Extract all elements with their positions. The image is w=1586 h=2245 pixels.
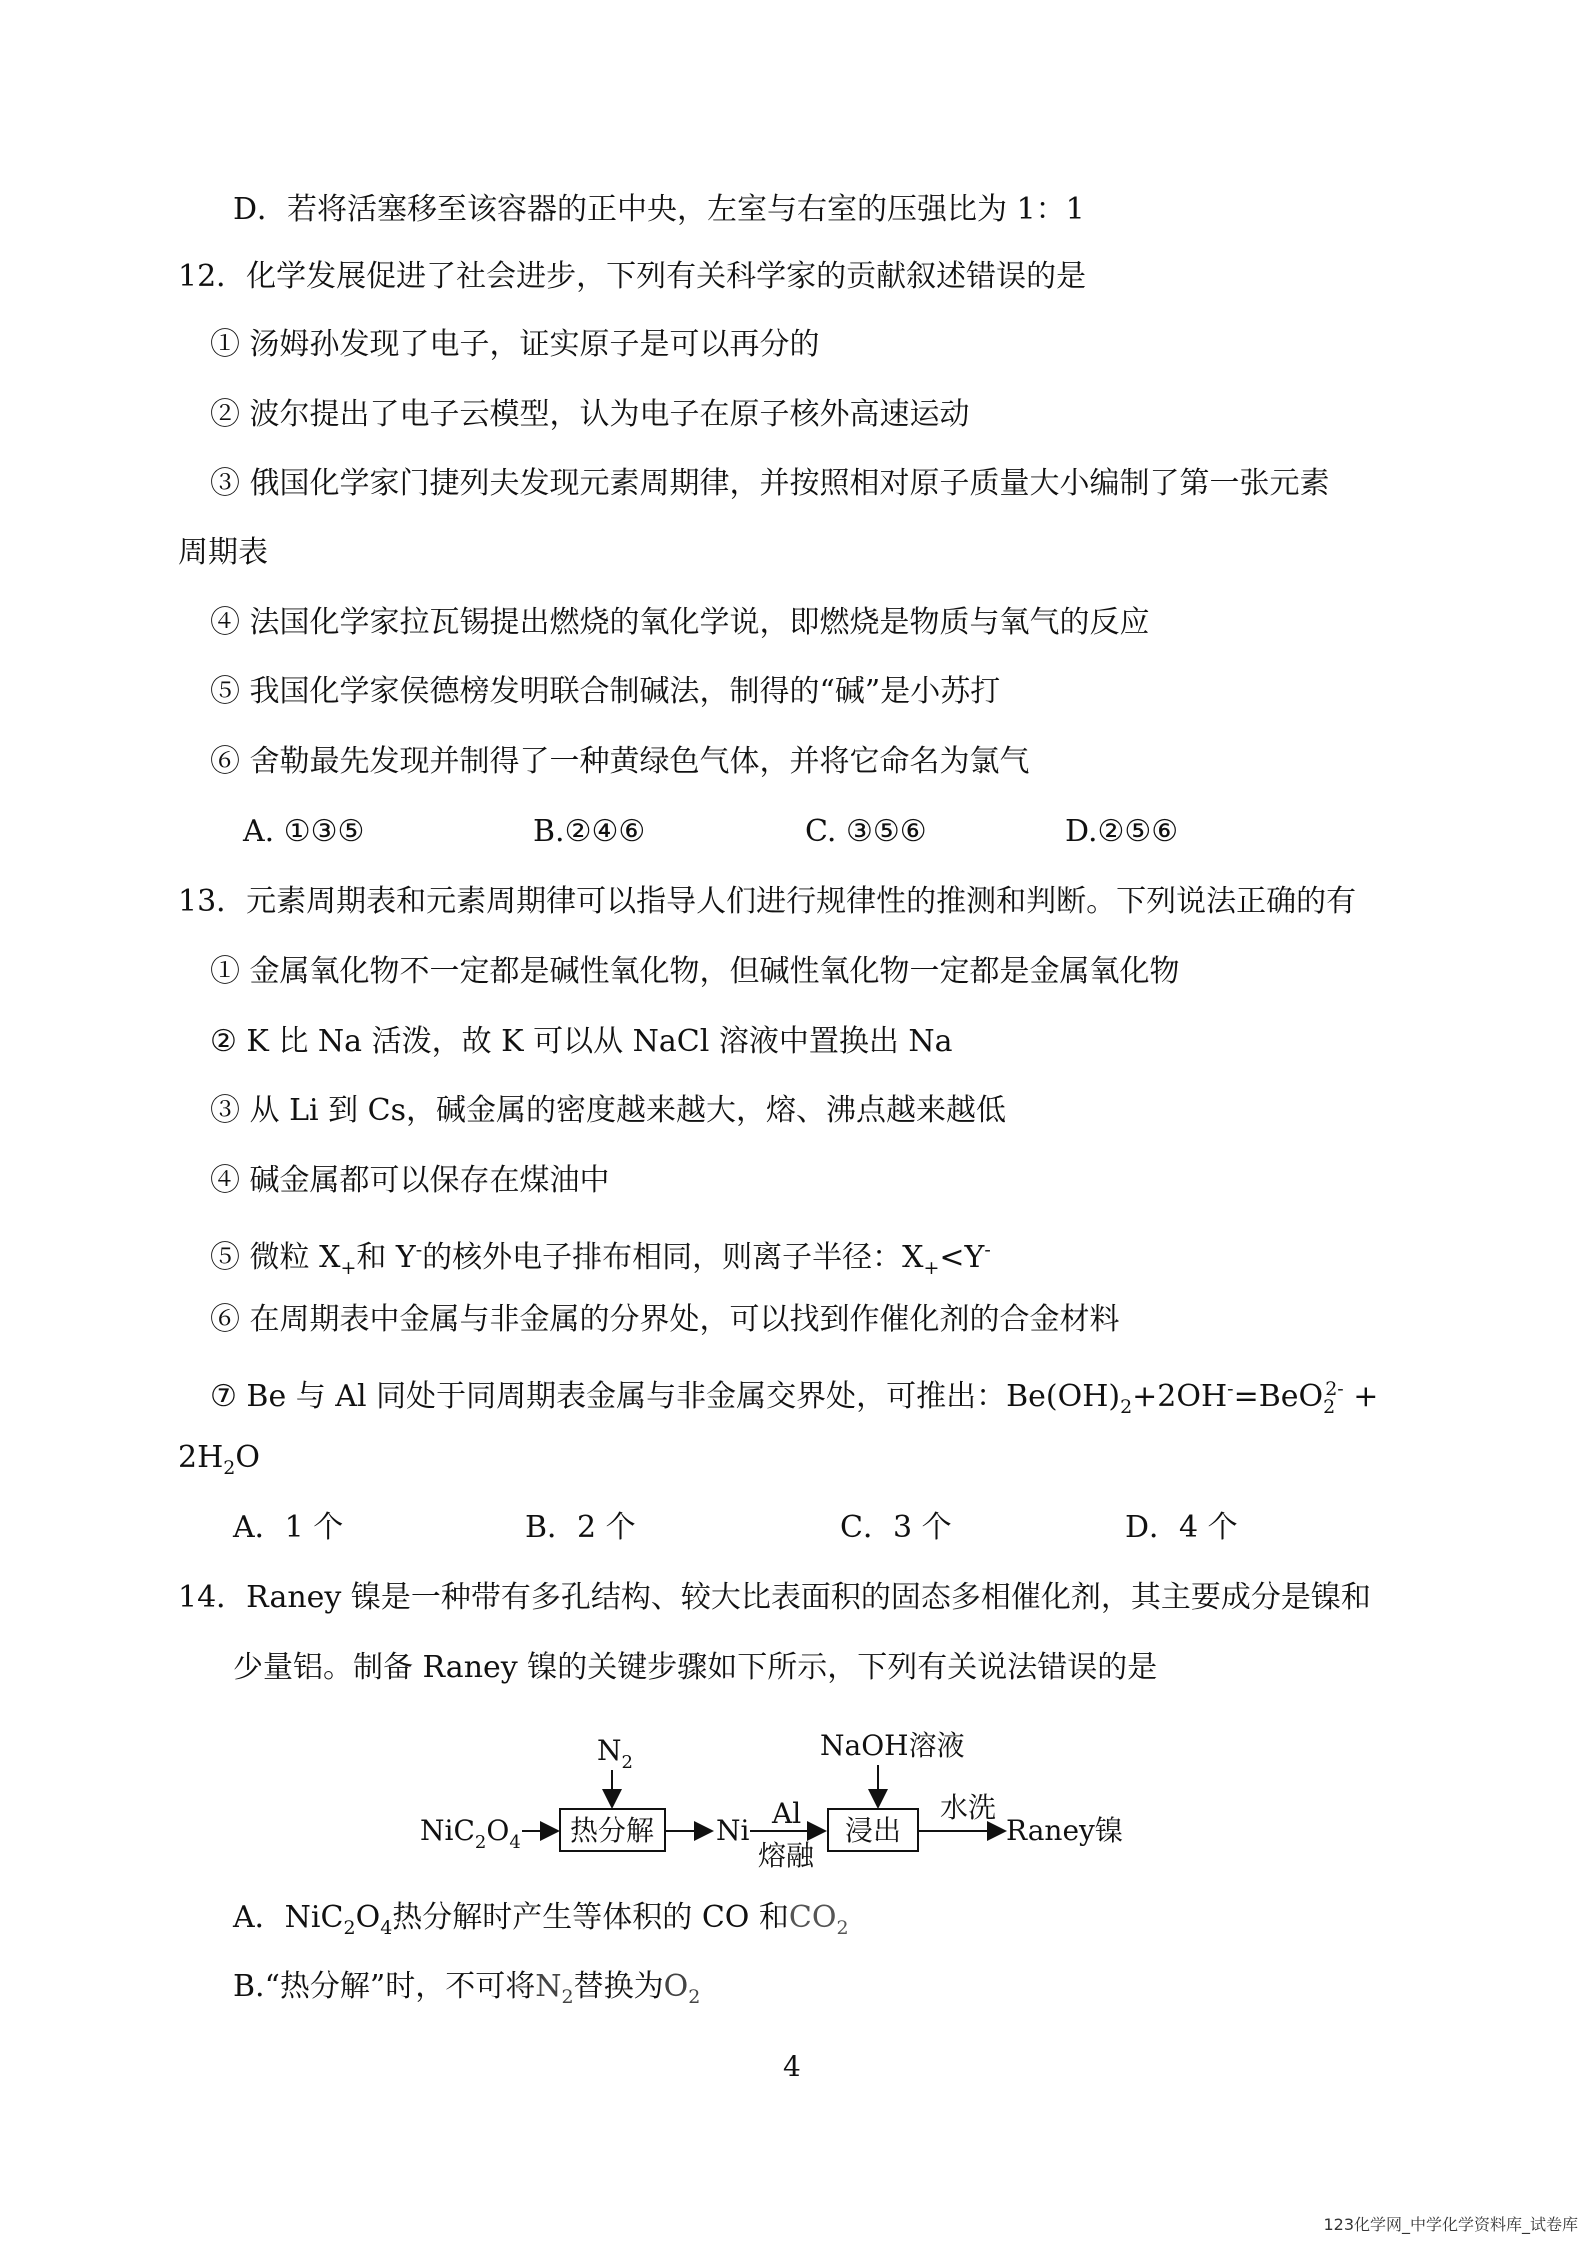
q13-item-3: ③ 从 Li 到 Cs，碱金属的密度越来越大，熔、沸点越来越低 [210, 1093, 1007, 1128]
q13-item-7-d: + [1343, 1379, 1379, 1414]
wash-label: 水洗 [940, 1791, 997, 1824]
q14-option-b[interactable] [233, 1967, 700, 2017]
ni-label: Ni [716, 1814, 750, 1847]
raney-label: Raney镍 [1006, 1814, 1123, 1847]
q13-item-2: ② K 比 Na 活泼，故 K 可以从 NaCl 溶液中置换出 Na [210, 1024, 953, 1059]
q13-option-b[interactable]: B．2 个 [525, 1510, 636, 1545]
q13-item-4: ④ 碱金属都可以保存在煤油中 [210, 1163, 610, 1198]
q11-option-d: D．若将活塞移至该容器的正中央，左室与右室的压强比为 1：1 [233, 192, 1085, 227]
naoh-label: NaOH溶液 [820, 1729, 965, 1762]
melt-label: 熔融 [758, 1839, 815, 1872]
footer-watermark: 123化学网_中学化学资料库_试卷库 [1323, 2215, 1578, 2234]
leach-label: 浸出 [845, 1814, 902, 1847]
q13-item-7-c: =BeO [1233, 1379, 1324, 1414]
q14-option-a-prefix: A． [233, 1900, 285, 1935]
q12-item-2: ② 波尔提出了电子云模型，认为电子在原子核外高速运动 [210, 397, 970, 432]
plus-sign: + [923, 1257, 940, 1279]
q13-option-d[interactable]: D．4 个 [1125, 1510, 1238, 1545]
q13-item-5-c: 的核外电子排布相同，则离子半径：X [422, 1240, 924, 1275]
q13-option-c[interactable]: C．3 个 [840, 1510, 952, 1545]
subscript: 2 [223, 1457, 236, 1479]
q12-item-1: ① 汤姆孙发现了电子，证实原子是可以再分的 [210, 327, 820, 362]
subscript: 2 [1120, 1396, 1133, 1418]
q13-item-5-d: <Y [939, 1240, 985, 1275]
q12-item-3: ③ 俄国化学家门捷列夫发现元素周期律，并按照相对原子质量大小编制了第一张元素 [210, 466, 1330, 501]
q12-stem: 12．化学发展促进了社会进步，下列有关科学家的贡献叙述错误的是 [178, 259, 1087, 294]
superscript: 2- [1325, 1378, 1344, 1400]
q13-option-a[interactable]: A．1 个 [233, 1510, 344, 1545]
n2-label: $N_2$ [597, 1734, 633, 1773]
q12-option-a[interactable]: A. ①③⑤ [243, 814, 365, 849]
thermal-decomp-label: 热分解 [570, 1814, 655, 1847]
nic2o4-formula: $NiC_2O_4$ [284, 1900, 393, 1939]
q12-item-6: ⑥ 舍勒最先发现并制得了一种黄绿色气体，并将它命名为氯气 [210, 744, 1030, 779]
q13-item-6: ⑥ 在周期表中金属与非金属的分界处，可以找到作催化剂的合金材料 [210, 1302, 1120, 1337]
al-label: Al [772, 1797, 802, 1830]
q13-item-5 [210, 1230, 991, 1288]
q12-item-4: ④ 法国化学家拉瓦锡提出燃烧的氧化学说，即燃烧是物质与氧气的反应 [210, 605, 1150, 640]
q13-item-7 [210, 1369, 1378, 1427]
q13-item-7-f: O [235, 1440, 260, 1475]
flow-start-formula: $NiC_2O_4$ [420, 1814, 521, 1853]
q12-item-5: ⑤ 我国化学家侯德榜发明联合制碱法，制得的“碱”是小苏打 [210, 674, 1001, 709]
q14-option-a-text: 热分解时产生等体积的 CO 和 [392, 1900, 789, 1935]
q12-option-d[interactable]: D.②⑤⑥ [1065, 814, 1179, 849]
q13-item-7-cont [178, 1438, 260, 1488]
q13-item-5-a: ⑤ 微粒 X [210, 1240, 341, 1275]
q13-item-5-b: 和 Y [356, 1240, 416, 1275]
minus-sign: - [984, 1239, 991, 1261]
q14-stem-2: 少量铝。制备 Raney 镍的关键步骤如下所示，下列有关说法错误的是 [233, 1650, 1158, 1685]
co2-formula: $CO_2$ [788, 1900, 849, 1939]
q12-item-3-cont: 周期表 [178, 535, 268, 570]
q14-stem-1: 14．Raney 镍是一种带有多孔结构、较大比表面积的固态多相催化剂，其主要成分是镍和 [178, 1580, 1371, 1615]
minus-sign: - [1227, 1378, 1234, 1400]
q13-stem: 13．元素周期表和元素周期律可以指导人们进行规律性的推测和判断。下列说法正确的有 [178, 884, 1357, 919]
q12-option-c[interactable]: C. ③⑤⑥ [805, 814, 927, 849]
q14-option-b-text: 替换为 [573, 1969, 664, 2004]
plus-sign: + [340, 1257, 357, 1279]
q12-option-b[interactable]: B.②④⑥ [533, 814, 646, 849]
subscript: 2 [1323, 1396, 1336, 1418]
q13-item-7-b: +2OH [1132, 1379, 1228, 1414]
page-number: 4 [783, 2050, 801, 2083]
q14-option-a[interactable] [233, 1898, 849, 1948]
o2-formula: $O_2$ [663, 1969, 701, 2008]
q13-item-1: ① 金属氧化物不一定都是碱性氧化物，但碱性氧化物一定都是金属氧化物 [210, 954, 1180, 989]
q14-option-b-prefix: B.“热分解”时，不可将 [233, 1969, 536, 2004]
n2-formula: $N_2$ [535, 1969, 574, 2008]
minus-sign: - [415, 1239, 423, 1261]
process-flow-diagram [400, 1725, 1220, 1875]
q13-item-7-e: 2H [178, 1440, 224, 1475]
q13-item-7-a: ⑦ Be 与 Al 同处于同周期表金属与非金属交界处，可推出：Be(OH) [210, 1379, 1121, 1414]
